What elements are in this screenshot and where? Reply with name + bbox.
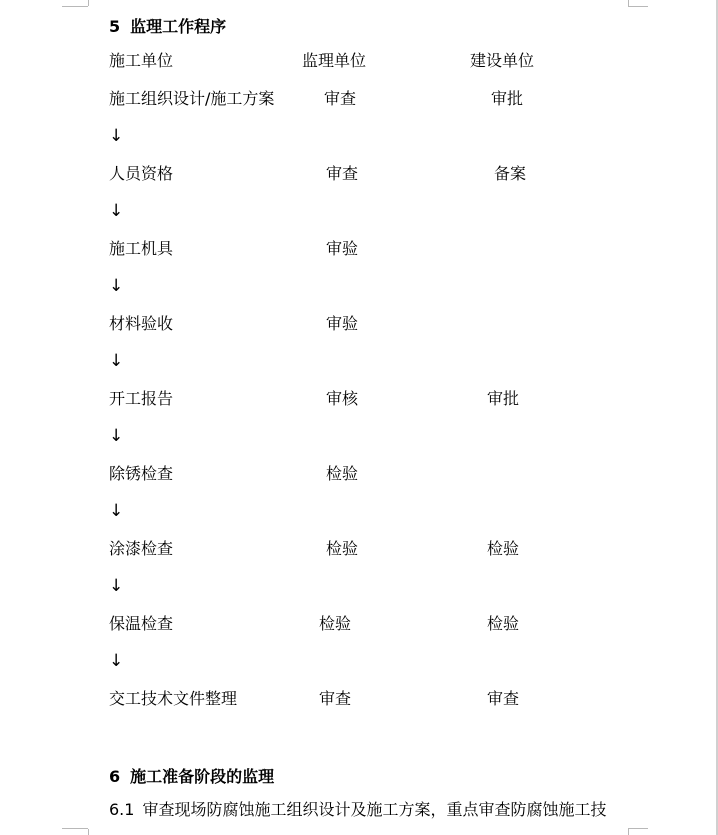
- crop-mark: [88, 0, 89, 6]
- flow-arrow: ↓: [109, 651, 124, 671]
- paragraph-text: 审查现场防腐蚀施工组织设计及施工方案，重点审查防腐蚀施工技: [142, 800, 607, 819]
- process-step: 施工组织设计/施工方案: [109, 89, 275, 108]
- flow-arrow: ↓: [109, 351, 124, 371]
- supervisor-action: 审查: [326, 164, 359, 183]
- section-number: 6: [109, 767, 121, 786]
- crop-mark: [628, 6, 648, 7]
- process-step: 涂漆检查: [109, 539, 174, 558]
- crop-mark: [628, 829, 629, 835]
- supervisor-action: 检验: [326, 539, 359, 558]
- column-header-contractor: 施工单位: [109, 51, 174, 70]
- flow-arrow: ↓: [109, 276, 124, 296]
- owner-action: 检验: [487, 539, 520, 558]
- crop-mark: [62, 6, 88, 7]
- process-step: 开工报告: [109, 389, 174, 408]
- crop-mark: [88, 829, 89, 835]
- owner-action: 审批: [491, 89, 524, 108]
- supervisor-action: 审核: [326, 389, 359, 408]
- column-header-supervisor: 监理单位: [302, 51, 367, 70]
- process-step: 除锈检查: [109, 464, 174, 483]
- process-step: 施工机具: [109, 239, 174, 258]
- section-heading: [109, 14, 226, 37]
- owner-action: 备案: [494, 164, 527, 183]
- flow-arrow: ↓: [109, 426, 124, 446]
- section-number: 5: [109, 17, 121, 36]
- supervisor-action: 审查: [319, 689, 352, 708]
- process-step: 人员资格: [109, 164, 174, 183]
- section-title: 监理工作程序: [130, 17, 227, 36]
- owner-action: 审查: [487, 689, 520, 708]
- crop-mark: [628, 828, 648, 829]
- supervisor-action: 审验: [326, 314, 359, 333]
- flow-arrow: ↓: [109, 126, 124, 146]
- supervisor-action: 审查: [324, 89, 357, 108]
- supervisor-action: 检验: [326, 464, 359, 483]
- supervisor-action: 审验: [326, 239, 359, 258]
- process-step: 保温检查: [109, 614, 174, 633]
- process-step: 材料验收: [109, 314, 174, 333]
- crop-mark: [62, 828, 88, 829]
- column-header-owner: 建设单位: [470, 51, 535, 70]
- section-title: 施工准备阶段的监理: [130, 767, 275, 786]
- owner-action: 检验: [487, 614, 520, 633]
- supervisor-action: 检验: [319, 614, 352, 633]
- flow-arrow: ↓: [109, 501, 124, 521]
- flow-arrow: ↓: [109, 576, 124, 596]
- process-step: 交工技术文件整理: [109, 689, 238, 708]
- paragraph: [109, 800, 606, 820]
- flow-arrow: ↓: [109, 201, 124, 221]
- owner-action: 审批: [487, 389, 520, 408]
- section-heading: [109, 764, 274, 787]
- paragraph-number: 6.1: [109, 800, 135, 819]
